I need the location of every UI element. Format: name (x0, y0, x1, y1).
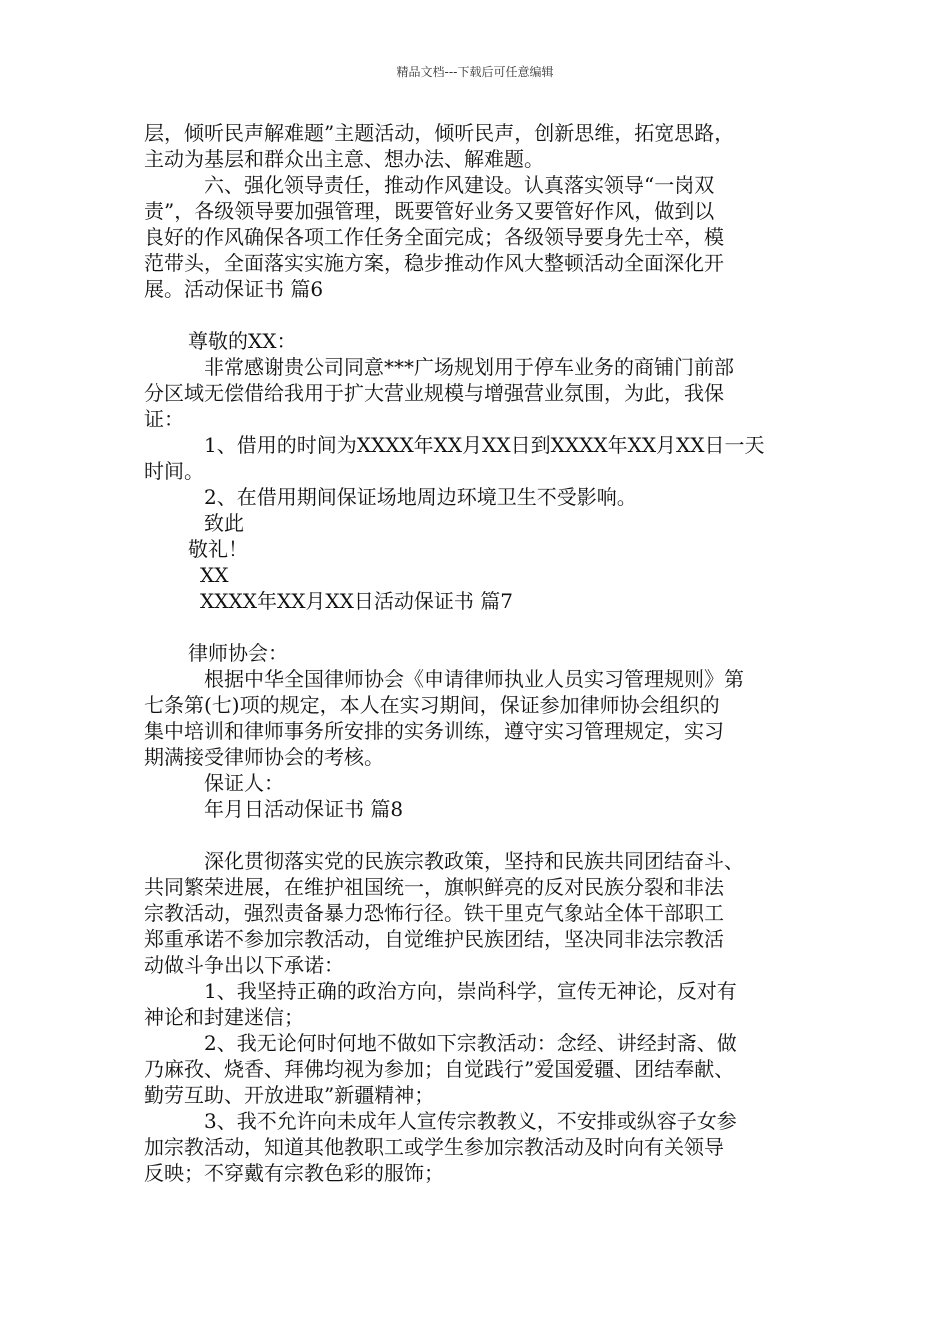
section-heading-8: 年月日活动保证书 篇8 (204, 797, 404, 821)
text-line: 反映；不穿戴有宗教色彩的服饰； (144, 1161, 444, 1185)
salutation: 律师协会： (188, 641, 288, 665)
text-line: 2、在借用期间保证场地周边环境卫生不受影响。 (204, 485, 637, 509)
section-heading-6: 展。活动保证书 篇6 (144, 277, 324, 301)
text-line: 1、我坚持正确的政治方向，崇尚科学，宣传无神论，反对有 (204, 979, 737, 1003)
blank-line (144, 614, 810, 640)
text-line: 主动为基层和群众出主意、想办法、解难题。 (144, 147, 544, 171)
signature-line: 保证人： (204, 771, 284, 795)
text-line: 七条第(七)项的规定，本人在实习期间，保证参加律师协会组织的 (144, 693, 720, 717)
text-line: 时间。 (144, 459, 204, 483)
text-line: 郑重承诺不参加宗教活动，自觉维护民族团结，坚决同非法宗教活 (144, 927, 724, 951)
salutation: 尊敬的XX： (188, 329, 297, 353)
document-body (144, 120, 810, 1186)
text-line: 期满接受律师协会的考核。 (144, 745, 384, 769)
text-line: 3、我不允许向未成年人宣传宗教教义，不安排或纵容子女参 (204, 1109, 737, 1133)
text-line: 深化贯彻落实党的民族宗教政策，坚持和民族共同团结奋斗、 (204, 849, 744, 873)
text-line: 非常感谢贵公司同意***广场规划用于停车业务的商铺门前部 (204, 355, 734, 379)
text-line: 1、借用的时间为XXXX年XX月XX日到XXXX年XX月XX日一天 (204, 433, 765, 457)
blank-line (144, 822, 810, 848)
text-line: 根据中华全国律师协会《申请律师执业人员实习管理规则》第 (204, 667, 744, 691)
signature-line: XX (200, 563, 229, 587)
text-line: 乃麻孜、烧香、拜佛均视为参加；自觉践行”爱国爱疆、团结奉献、 (144, 1057, 735, 1081)
text-line: 神论和封建迷信； (144, 1005, 304, 1029)
text-line: 动做斗争出以下承诺： (144, 953, 344, 977)
closing-line: 致此 (204, 511, 244, 535)
text-line: 良好的作风确保各项工作任务全面完成；各级领导要身先士卒，模 (144, 225, 724, 249)
section-heading-7: XXXX年XX月XX日活动保证书 篇7 (200, 589, 513, 613)
blank-line (144, 302, 810, 328)
text-line: 2、我无论何时何地不做如下宗教活动：念经、讲经封斋、做 (204, 1031, 737, 1055)
page-header: 精品文档---下载后可任意编辑 (396, 65, 554, 79)
text-line: 宗教活动，强烈责备暴力恐怖行径。铁干里克气象站全体干部职工 (144, 901, 724, 925)
text-line: 层，倾听民声解难题”主题活动，倾听民声，创新思维，拓宽思路， (144, 121, 735, 145)
text-line: 责”，各级领导要加强管理，既要管好业务又要管好作风，做到以 (144, 199, 715, 223)
text-line: 勤劳互助、开放进取”新疆精神； (144, 1083, 435, 1107)
text-line: 集中培训和律师事务所安排的实务训练，遵守实习管理规定，实习 (144, 719, 724, 743)
text-line: 范带头，全面落实实施方案，稳步推动作风大整顿活动全面深化开 (144, 251, 724, 275)
closing-line: 敬礼！ (188, 537, 248, 561)
text-line: 分区域无偿借给我用于扩大营业规模与增强营业氛围，为此，我保 (144, 381, 724, 405)
text-line: 加宗教活动，知道其他教职工或学生参加宗教活动及时向有关领导 (144, 1135, 724, 1159)
text-line: 六、强化领导责任，推动作风建设。认真落实领导“一岗双 (204, 173, 715, 197)
text-line: 证： (144, 407, 184, 431)
text-line: 共同繁荣进展，在维护祖国统一，旗帜鲜亮的反对民族分裂和非法 (144, 875, 724, 899)
